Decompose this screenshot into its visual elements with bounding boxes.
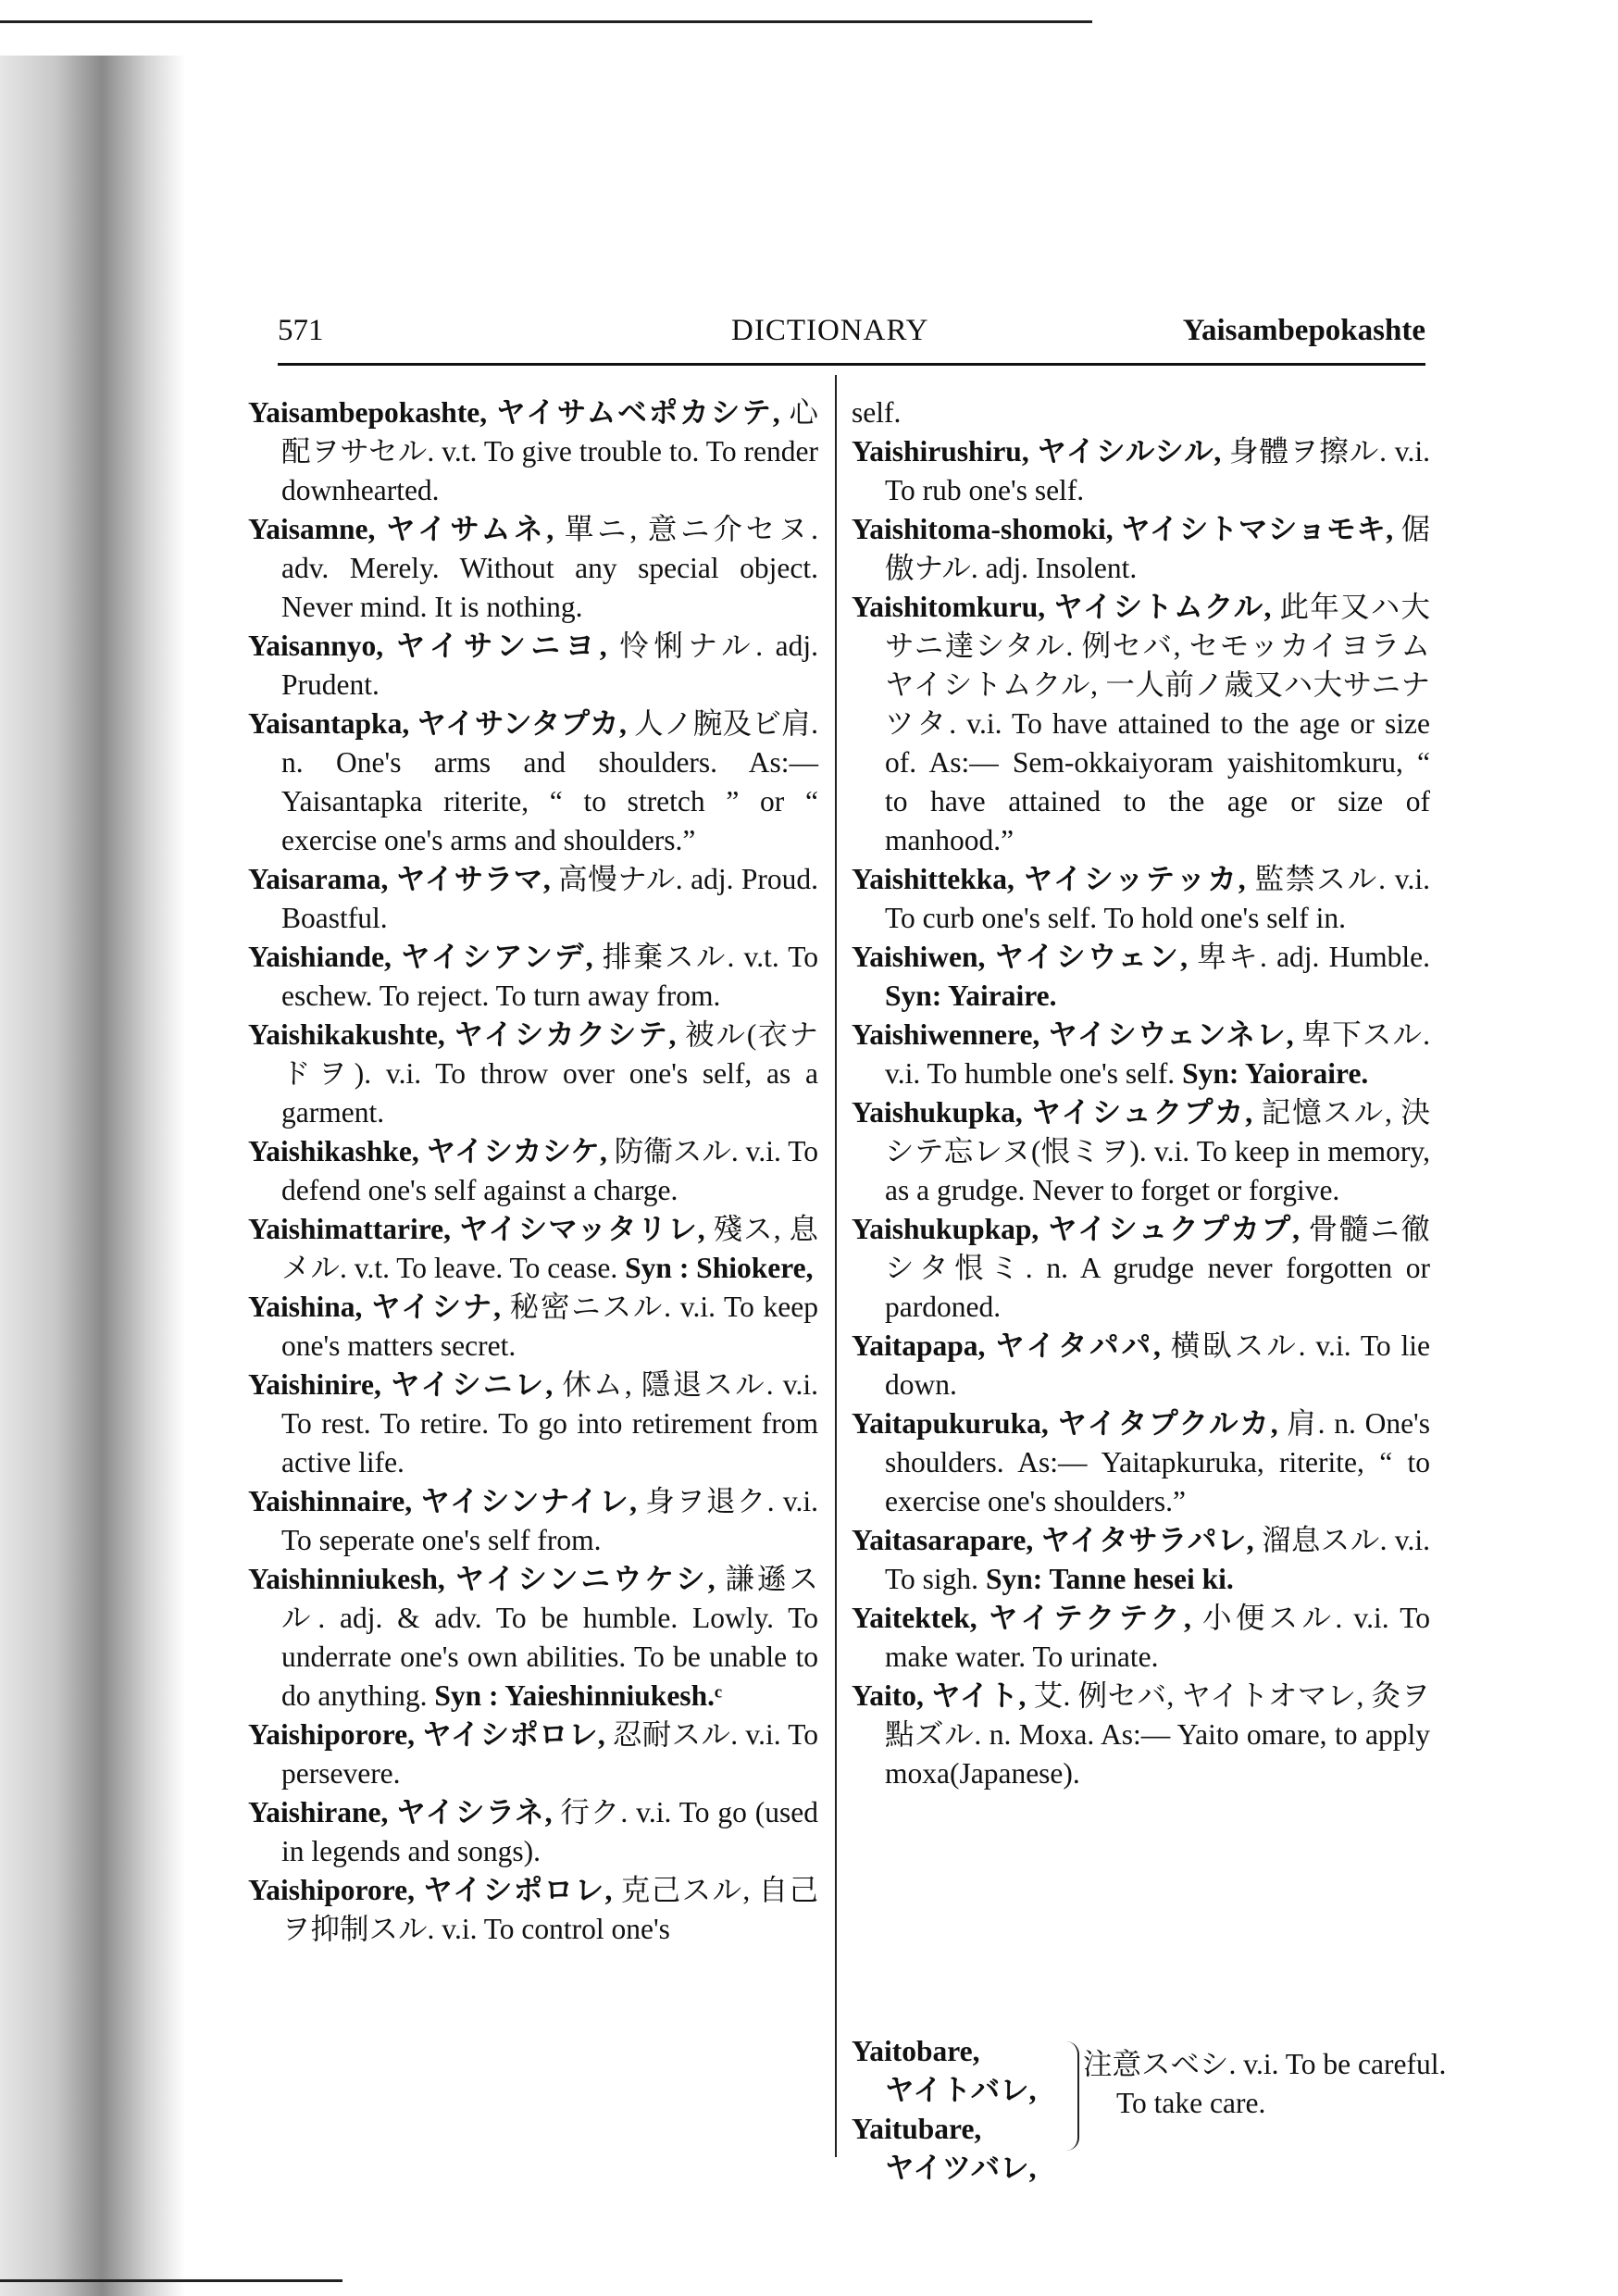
entry-headword: Yaishiporore, bbox=[248, 1874, 415, 1906]
dictionary-entry bbox=[248, 938, 818, 1016]
entry-definition: 心配ヲサセル. v.t. To give trouble to. To render downhearted. bbox=[281, 396, 819, 506]
entry-definition: 卑下スル. v.i. To humble one's self. bbox=[885, 1018, 1430, 1090]
entry-headword: Yaishitoma-shomoki, bbox=[852, 513, 1114, 545]
guide-word: Yaisambepokashte bbox=[1182, 314, 1425, 347]
entry-definition: 被ル(衣ナドヲ). v.i. To throw over one's self, as a garment. bbox=[281, 1018, 819, 1129]
entry-katakana: ヤイシアンデ, bbox=[401, 941, 593, 973]
entry-headword: Yaishitomkuru, bbox=[852, 591, 1046, 623]
entry-katakana: ヤイシマッタリレ, bbox=[458, 1213, 705, 1245]
entry-katakana: ヤイシポロレ, bbox=[422, 1718, 605, 1751]
dictionary-entry bbox=[852, 588, 1430, 860]
entry-headword: Yaishukupka, bbox=[852, 1096, 1023, 1129]
entry-katakana: ヤイシッテッカ, bbox=[1023, 863, 1246, 895]
grouped-definition: 注意スベシ. v.i. To be careful. To take care. bbox=[1083, 2048, 1447, 2119]
dictionary-entry bbox=[852, 938, 1430, 1016]
entry-definition: 溜息スル. v.i. To sigh. bbox=[885, 1524, 1430, 1595]
entry-katakana: ヤイテクテク, bbox=[988, 1602, 1191, 1634]
entry-definition: 卑キ. adj. Humble. bbox=[1197, 941, 1430, 973]
column-divider bbox=[835, 375, 837, 2157]
dictionary-entry bbox=[248, 1482, 818, 1560]
grouped-katakana: ヤイトバレ, bbox=[885, 2074, 1037, 2106]
entry-synonym: Syn: Tanne hesei ki. bbox=[985, 1563, 1234, 1595]
entry-katakana: ヤイシュクプカプ, bbox=[1047, 1213, 1300, 1245]
entry-definition: 殘ス, 息メル. v.t. To leave. To cease. bbox=[281, 1213, 818, 1284]
entry-synonym: Syn: Yaioraire. bbox=[1182, 1057, 1369, 1090]
entry-headword: Yaishikakushte, bbox=[248, 1018, 445, 1051]
entry-katakana: ヤイサンタプカ, bbox=[417, 707, 627, 740]
entry-synonym: Syn: Yairaire. bbox=[885, 980, 1057, 1012]
entry-katakana: ヤイシカシケ, bbox=[426, 1135, 607, 1167]
entry-headword: Yaitektek, bbox=[852, 1602, 977, 1634]
entry-headword: Yaisannyo, bbox=[248, 630, 384, 662]
entry-definition: 記憶スル, 決シテ忘レヌ(恨ミヲ). v.i. To keep in memory, as a grudge. Never to forget or forgive. bbox=[885, 1096, 1431, 1206]
dictionary-entry bbox=[248, 1793, 818, 1871]
entry-definition: 排棄スル. v.t. To eschew. To reject. To turn away from. bbox=[281, 941, 819, 1012]
entry-definition: 忍耐スル. v.i. To persevere. bbox=[281, 1718, 818, 1790]
entry-definition: 骨髓ニ徹シタ恨ミ. n. A grudge never forgotten or pardoned. bbox=[885, 1213, 1430, 1323]
grouped-headword: Yaitobare, bbox=[852, 2035, 980, 2067]
entry-headword: Yaisantapka, bbox=[248, 707, 410, 740]
entry-definition: 此年又ハ大サニ達シタル. 例セバ, セモッカイヨラムヤイシトムクル, 一人前ノ歳又ハ大サニナツタ. v.i. To have attained to the age or size of. As:— Sem-okkaiyoram yaishitomkuru, “ to have attained to the age or size of manhood.” bbox=[885, 591, 1431, 856]
entry-katakana: ヤイサムベポカシテ, bbox=[496, 396, 780, 429]
page-bottom-rule bbox=[0, 2279, 342, 2282]
entry-katakana: ヤイシナ, bbox=[371, 1291, 501, 1323]
dictionary-entry bbox=[248, 1132, 818, 1210]
entry-definition: 怜悧ナル. adj. Prudent. bbox=[281, 630, 818, 701]
entry-headword: Yaishiporore, bbox=[248, 1718, 415, 1751]
dictionary-entry bbox=[852, 1677, 1430, 1793]
dictionary-entry bbox=[248, 1560, 818, 1716]
entry-synonym: Syn : Shiokere, bbox=[625, 1252, 814, 1284]
entry-headword: Yaishirushiru, bbox=[852, 435, 1029, 468]
dictionary-entry bbox=[248, 860, 818, 938]
dictionary-entry bbox=[248, 393, 818, 510]
entry-headword: Yaishukupkap, bbox=[852, 1213, 1039, 1245]
entry-definition: 肩. n. One's shoulders. As:— Yaitapkuruka, riterite, “ to exercise one's shoulders.” bbox=[885, 1407, 1430, 1517]
dictionary-entry bbox=[248, 1716, 818, 1793]
entry-definition: 身體ヲ擦ル. v.i. To rub one's self. bbox=[885, 435, 1430, 506]
dictionary-entry bbox=[852, 432, 1430, 510]
dictionary-entry bbox=[248, 510, 818, 627]
entry-katakana: ヤイタパパ, bbox=[995, 1329, 1161, 1362]
grouped-katakana: ヤイツバレ, bbox=[885, 2152, 1037, 2184]
entry-synonym: Syn : Yaieshinniukesh.ᶜ bbox=[434, 1679, 723, 1712]
dictionary-entry bbox=[248, 1871, 818, 1949]
entry-definition: 單ニ, 意ニ介セヌ. adv. Merely. Without any special object. Never mind. It is nothing. bbox=[281, 513, 818, 623]
dictionary-entry bbox=[852, 1521, 1430, 1599]
running-title: DICTIONARY bbox=[731, 314, 929, 347]
entry-headword: Yaishimattarire, bbox=[248, 1213, 452, 1245]
entry-definition: 小便スル. v.i. To make water. To urinate. bbox=[885, 1602, 1431, 1673]
binding-gutter-shadow bbox=[0, 56, 185, 2296]
entry-definition: self. bbox=[852, 396, 902, 429]
entry-katakana: ヤイシラネ, bbox=[396, 1796, 553, 1828]
entry-definition: 防衞スル. v.i. To defend one's self against a charge. bbox=[281, 1135, 819, 1206]
header-rule bbox=[278, 363, 1425, 366]
entry-headword: Yaishikashke, bbox=[248, 1135, 419, 1167]
dictionary-entry bbox=[852, 1599, 1430, 1677]
dictionary-entry bbox=[852, 393, 1430, 432]
dictionary-entry bbox=[248, 627, 818, 705]
entry-definition: 身ヲ退ク. v.i. To seperate one's self from. bbox=[281, 1485, 819, 1556]
entry-katakana: ヤイシトムクル, bbox=[1053, 591, 1272, 623]
page-header bbox=[278, 310, 1425, 351]
entry-headword: Yaishirane, bbox=[248, 1796, 389, 1828]
left-column bbox=[248, 393, 818, 1949]
entry-katakana: ヤイタプクルカ, bbox=[1057, 1407, 1278, 1440]
entry-headword: Yaishinire, bbox=[248, 1368, 381, 1401]
entry-headword: Yaitapukuruka, bbox=[852, 1407, 1049, 1440]
entry-definition: 謙遜スル. adj. & adv. To be humble. Lowly. To underrate one's own abilities. To be unable to do anything. bbox=[281, 1563, 818, 1712]
entry-definition: 倨傲ナル. adj. Insolent. bbox=[885, 513, 1431, 584]
entry-katakana: ヤイサラマ, bbox=[395, 863, 551, 895]
entry-katakana: ヤイサンニヨ, bbox=[395, 630, 607, 662]
dictionary-entry bbox=[852, 1093, 1430, 1210]
entry-definition: 人ノ腕及ビ肩. n. One's arms and shoulders. As:— Yaisantapka riterite, “ to stretch ” or “ exercise one's arms and shoulders.” bbox=[281, 707, 819, 856]
entry-katakana: ヤイシニレ, bbox=[390, 1368, 554, 1401]
grouping-brace bbox=[1066, 2041, 1079, 2151]
page-top-rule bbox=[0, 20, 1092, 23]
dictionary-entry bbox=[248, 1288, 818, 1366]
entry-definition: 高慢ナル. adj. Proud. Boastful. bbox=[281, 863, 819, 934]
entry-headword: Yaishinnaire, bbox=[248, 1485, 413, 1517]
page-number: 571 bbox=[278, 314, 324, 347]
entry-headword: Yaisambepokashte, bbox=[248, 396, 488, 429]
entry-katakana: ヤイシウェンネレ, bbox=[1048, 1018, 1294, 1051]
entry-headword: Yaishiwennere, bbox=[852, 1018, 1040, 1051]
entry-definition: 秘密ニスル. v.i. To keep one's matters secret. bbox=[281, 1291, 818, 1362]
dictionary-entry bbox=[852, 1210, 1430, 1327]
right-column bbox=[852, 393, 1430, 1793]
entry-katakana: ヤイシュクプカ, bbox=[1031, 1096, 1253, 1129]
grouped-headword: Yaitubare, bbox=[852, 2113, 982, 2145]
entry-headword: Yaitasarapare, bbox=[852, 1524, 1034, 1556]
entry-definition: 横臥スル. v.i. To lie down. bbox=[885, 1329, 1431, 1401]
entry-definition: 艾. 例セバ, ヤイトオマレ, 灸ヲ點ズル. n. Moxa. As:— Yaito omare, to apply moxa(Japanese). bbox=[885, 1679, 1431, 1790]
entry-definition: 休ム, 隱退スル. v.i. To rest. To retire. To go into retirement from active life. bbox=[281, 1368, 819, 1479]
entry-headword: Yaishittekka, bbox=[852, 863, 1014, 895]
entry-headword: Yaishina, bbox=[248, 1291, 363, 1323]
entry-katakana: ヤイタサラパレ, bbox=[1040, 1524, 1254, 1556]
entry-katakana: ヤイシカクシテ, bbox=[454, 1018, 677, 1051]
dictionary-entry bbox=[248, 705, 818, 860]
entry-headword: Yaishiwen, bbox=[852, 941, 986, 973]
dictionary-entry bbox=[852, 1327, 1430, 1404]
entry-katakana: ヤイト, bbox=[931, 1679, 1027, 1712]
entry-katakana: ヤイシルシル, bbox=[1037, 435, 1222, 468]
dictionary-entry bbox=[852, 860, 1430, 938]
entry-katakana: ヤイシポロレ, bbox=[423, 1874, 613, 1906]
entry-definition: 克己スル, 自己ヲ抑制スル. v.i. To control one's bbox=[281, 1874, 818, 1945]
entry-katakana: ヤイシンナイレ, bbox=[420, 1485, 638, 1517]
entry-headword: Yaito, bbox=[852, 1679, 924, 1712]
dictionary-entry bbox=[248, 1016, 818, 1132]
entry-headword: Yaisarama, bbox=[248, 863, 389, 895]
grouped-entry bbox=[852, 2032, 1447, 2184]
entry-definition: 行ク. v.i. To go (used in legends and songs). bbox=[281, 1796, 818, 1867]
entry-katakana: ヤイシウェン, bbox=[994, 941, 1189, 973]
entry-katakana: ヤイシトマショモキ, bbox=[1121, 513, 1394, 545]
dictionary-entry bbox=[852, 1404, 1430, 1521]
dictionary-entry bbox=[852, 1016, 1430, 1093]
entry-katakana: ヤイシンニウケシ, bbox=[454, 1563, 716, 1595]
entry-headword: Yaisamne, bbox=[248, 513, 376, 545]
entry-headword: Yaishiande, bbox=[248, 941, 392, 973]
dictionary-entry bbox=[852, 510, 1430, 588]
entry-headword: Yaitapapa, bbox=[852, 1329, 986, 1362]
entry-headword: Yaishinniukesh, bbox=[248, 1563, 445, 1595]
entry-katakana: ヤイサムネ, bbox=[386, 513, 554, 545]
dictionary-entry bbox=[248, 1210, 818, 1288]
dictionary-entry bbox=[248, 1366, 818, 1482]
entry-definition: 監禁スル. v.i. To curb one's self. To hold one's self in. bbox=[885, 863, 1430, 934]
